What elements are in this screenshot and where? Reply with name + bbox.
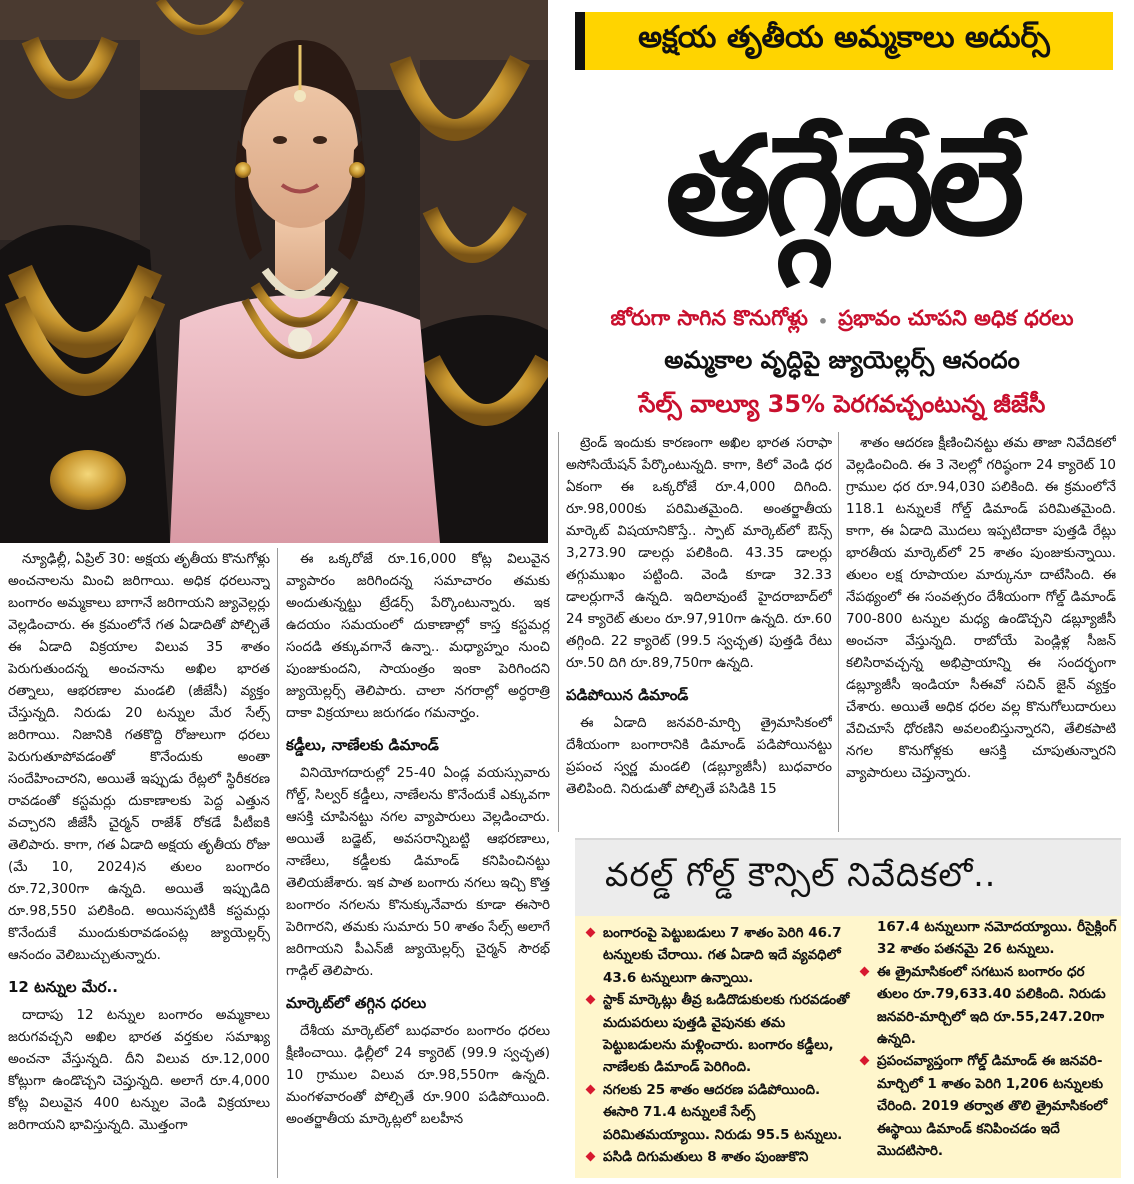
kicker-banner: అక్షయ తృతీయ అమ్మకాలు అదుర్స్ [575,12,1113,70]
wgc-list-left [583,922,853,1168]
wgc-list-item: నగలకు 25 శాతం ఆదరణ పడిపోయింది. ఈసారి 71.4 టన్నులకే సేల్స్ పరిమితమయ్యాయి. నిరుడు 95.5 టన్నులు. [583,1079,853,1146]
section-heading: మార్కెట్‌లో తగ్గిన ధరలు [286,994,427,1012]
article-paragraph: ఈ ఏడాది జనవరి-మార్చి త్రైమాసికంలో దేశీయంగా బంగారానికి డిమాండ్ పడిపోయినట్టు ప్రపంచ స్వర్ణ మండలి (డబ్ల్యూజీసీ) బుధవారం తెలిపింది. నిరుడుతో పోల్చితే పసిడికి 15 [566,715,832,797]
column-rule [838,432,839,832]
wgc-list-item: ప్రపంచవ్యాప్తంగా గోల్డ్ డిమాండ్ ఈ జనవరి-మార్చిలో 1 శాతం పెరిగి 1,206 టన్నులకు చేరింది. 2019 తర్వాత తొలి త్రైమాసికంలో ఈస్థాయి డిమాండ్ కనిపించడం ఇదే మొదటిసారి. [857,1050,1119,1162]
article-paragraph: దేశీయ మార్కెట్‌లో బుధవారం బంగారం ధరలు క్షీణించాయి. ఢిల్లీలో 24 క్యారెట్ (99.9 స్వచ్ఛత) 10 గ్రాముల విలువ రూ.98,550గా ఉన్నది. మంగళవారంతో పోల్చితే రూ.900 పడిపోయింది. అంతర్జాతీయ మార్కెట్లలో బలహీన [286,1023,550,1127]
wgc-list-right [857,916,1119,1162]
subhead-right: ప్రభావం చూపని అధిక ధరలు [838,306,1074,330]
article-paragraph: ట్రెండ్ ఇందుకు కారణంగా అఖిల భారత సరాఫా అసోసియేషన్ పేర్కొంటున్నది. కాగా, కిలో వెండి ధర ఏకంగా ఈ ఒక్కరోజే రూ.4,000 దిగింది. రూ.98,000కు పరిమితమైంది. అంతర్జాతీయ మార్కెట్ విషయానికొస్తే.. స్పాట్ మార్కెట్‌లో ఔన్స్ 3,273.90 డాలర్లు పలికింది. 43.35 డాలర్లు తగ్గుముఖం పట్టింది. వెండి కూడా 32.33 డాలర్లుగానే ఉన్నది. ఇదిలావుంటే హైదరాబాద్‌లో 24 క్యారెట్ తులం రూ.97,910గా ఉన్నది. రూ.60 తగ్గింది. 22 క్యారెట్ (99.5 స్వచ్ఛత) పుత్తడి రేటు రూ.50 దిగి రూ.89,750గా ఉన్నది. [566,435,832,671]
article-paragraph: దాదాపు 12 టన్నుల బంగారం అమ్మకాలు జరుగవచ్చని అఖిల భారత వర్తకుల సమాఖ్య అంచనా వేస్తున్నది. దీని విలువ రూ.12,000 కోట్లుగా ఉండొచ్చని చెప్తున్నది. అలాగే రూ.4,000 కోట్ల విలువైన 400 టన్నుల వెండి విక్రయాలు జరిగాయని భావిస్తున్నది. మొత్తంగా [8,1007,270,1133]
article-column-2 [286,548,550,1178]
section-heading: 12 టన్నుల మేర.. [8,978,118,996]
subhead-left: జోరుగా సాగిన కొనుగోళ్లు [610,306,808,330]
column-rule [558,432,559,832]
main-headline: తగ్గేదేలే [665,108,1019,266]
deck-line-2: సేల్స్ వాల్యూ 35% పెరగవచ్చంటున్న జీజేసీ [638,390,1046,418]
wgc-list-item: స్టాక్ మార్కెట్లు తీవ్ర ఒడిదొడుకులకు గురవడంతో మదుపరులు పుత్తడి వైపునకు తమ పెట్టుబడులను మళ్లించారు. బంగారం కడ్డీలు, నాణేలకు డిమాండ్ పెరిగింది. [583,989,853,1079]
wgc-list-item: ఈ త్రైమాసికంలో సగటున బంగారం ధర తులం రూ.79,633.40 పలికింది. నిరుడు జనవరి-మార్చిలో ఇది రూ.55,247.20గా ఉన్నది. [857,961,1119,1051]
article-paragraph: శాతం ఆదరణ క్షీణించినట్టు తమ తాజా నివేదికలో వెల్లడించింది. ఈ 3 నెలల్లో గరిష్ఠంగా 24 క్యారెట్ 10 గ్రాముల ధర రూ.94,030 పలికింది. ఈ క్రమంలోనే 118.1 టన్నులకే గోల్డ్ డిమాండ్ పరిమితమైంది. కాగా, ఈ ఏడాది మొదలు ఇప్పటిదాకా పుత్తడి రేట్లు భారతీయ మార్కెట్‌లో 25 శాతం పుంజుకున్నాయి. తులం లక్ష రూపాయల మార్కునూ దాటేసింది. ఈ నేపథ్యంలో ఈ సంవత్సరం దేశీయంగా గోల్డ్ డిమాండ్ 700-800 టన్నుల మధ్య ఉండొచ్చని డబ్ల్యూజీసీ అంచనా వేస్తున్నది. రాబోయే పెండ్లిళ్ల సీజన్ కలిసిరావచ్చన్న అభిప్రాయాన్ని ఈ సందర్భంగా డబ్ల్యూజీసీ ఇండియా సీఈవో సచిన్ జైన్ వ్యక్తం చేశారు. అయితే అధిక ధరల వల్ల కొనుగోలుదారులు వేచిచూసే ధోరణిని అవలంబిస్తున్నారని, తేలికపాటి నగల కొనుగోళ్లకు ఆసక్తి చూపుతున్నారని వ్యాపారులు చెప్తున్నారు. [846,435,1116,781]
article-column-4 [846,432,1116,827]
deck-line-1: అమ్మకాల వృద్ధిపై జ్యుయెల్లర్స్ ఆనందం [664,346,1020,374]
article-column-1 [8,548,270,1178]
article-paragraph: వినియోగదారుల్లో 25-40 ఏండ్ల వయస్సువారు గోల్డ్, సిల్వర్ కడ్డీలు, నాణేలను కొనేందుకే ఎక్కువగా ఆసక్తి చూపినట్టు నగల వ్యాపారులు వెల్లడించారు. అయితే బడ్జెట్, అవసరాన్నిబట్టి ఆభరణాలు, నాణేలు, కడ్డీలకు డిమాండ్ కనిపించినట్టు తెలియజేశారు. ఇక పాత బంగారు నగలు ఇచ్చి కొత్త బంగారం నగలను కొనుక్కునేవారు కూడా ఈసారి పెరిగారని, తమకు సుమారు 50 శాతం సేల్స్ అలాగే జరిగాయని పీఎన్‌జీ జ్యుయెల్లర్స్ చైర్మన్ సౌరభ్ గాడ్గిల్ తెలిపారు. [286,765,550,979]
article-paragraph: న్యూఢిల్లీ, ఏప్రిల్ 30: అక్షయ తృతీయ కొనుగోళ్లు అంచనాలను మించి జరిగాయి. అధిక ధరలున్నా బంగారం అమ్మకాలు బాగానే జరిగాయని జ్యువెల్లర్లు వెల్లడించారు. ఈ క్రమంలోనే గత ఏడాదితో పోల్చితే ఈ ఏడాది విక్రయాల విలువ 35 శాతం పెరుగుతుందన్న అంచనాను అఖిల భారత రత్నాలు, ఆభరణాల మండలి (జీజేసీ) వ్యక్తం చేస్తున్నది. నిరుడు 20 టన్నుల మేర సేల్స్ జరిగాయి. నిజానికి గతకొద్ది రోజులుగా ధరలు పెరుగుతూపోవడంతో కొనేందుకు అంతా సందేహించారని, అయితే ఇప్పుడు రేట్లలో స్థిరీకరణ రావడంతో కస్టమర్లు దుకాణాలకు పెద్ద ఎత్తున వచ్చారని జీజేసీ చైర్మన్ రాజేశ్ రోకడే పీటీఐకి తెలిపారు. కాగా, గత ఏడాది అక్షయ తృతీయ రోజు (మే 10, 2024)న తులం బంగారం రూ.72,300గా ఉన్నది. అయితే ఇప్పుడిది రూ.98,550 పలికింది. అయినప్పటికీ కస్టమర్లు కొనేందుకే ముందుకురావడంపట్ల జ్యుయెల్లర్స్ ఆనందం వెలిబుచ్చుతున్నారు. [8,551,270,963]
section-heading: పడిపోయిన డిమాండ్ [566,686,689,704]
column-rule [277,548,278,1178]
section-heading: కడ్డీలు, నాణేలకు డిమాండ్ [286,736,439,754]
wgc-list-item: పసిడి దిగుమతులు 8 శాతం పుంజుకొని [583,1146,853,1168]
subhead-separator: • [817,311,829,331]
wgc-box [575,916,1121,1178]
wgc-list-item: 167.4 టన్నులుగా నమోదయ్యాయి. రీసైక్లింగ్ 32 శాతం పతనమై 26 టన్నులు. [877,919,1117,958]
subheadline [558,303,1126,339]
jewellery-photo-illustration [0,0,548,543]
wgc-box-title: వరల్డ్ గోల్డ్ కౌన్సిల్ నివేదికలో.. [575,838,1121,916]
wgc-list-item: బంగారంపై పెట్టుబడులు 7 శాతం పెరిగి 46.7 టన్నులకు చేరాయి. గత ఏడాది ఇదే వ్యవధిలో 43.6 టన్నులుగా ఉన్నాయి. [583,922,853,989]
jewellery-photo [0,0,548,543]
article-column-3 [566,432,832,827]
article-paragraph: ఈ ఒక్కరోజే రూ.16,000 కోట్ల విలువైన వ్యాపారం జరిగిందన్న సమాచారం తమకు అందుతున్నట్టు ట్రేడర్స్ పేర్కొంటున్నారు. ఇక ఉదయం సమయంలో దుకాణాల్లో కాస్త కస్టమర్ల సందడి తక్కువగానే ఉన్నా.. మధ్యాహ్నం నుంచి పుంజుకుందని, సాయంత్రం ఇంకా పెరిగిందని జ్యుయెల్లర్స్ తెలిపారు. చాలా నగరాల్లో అర్ధరాత్రి దాకా విక్రయాలు జరుగడం గమనార్హం. [286,551,550,721]
